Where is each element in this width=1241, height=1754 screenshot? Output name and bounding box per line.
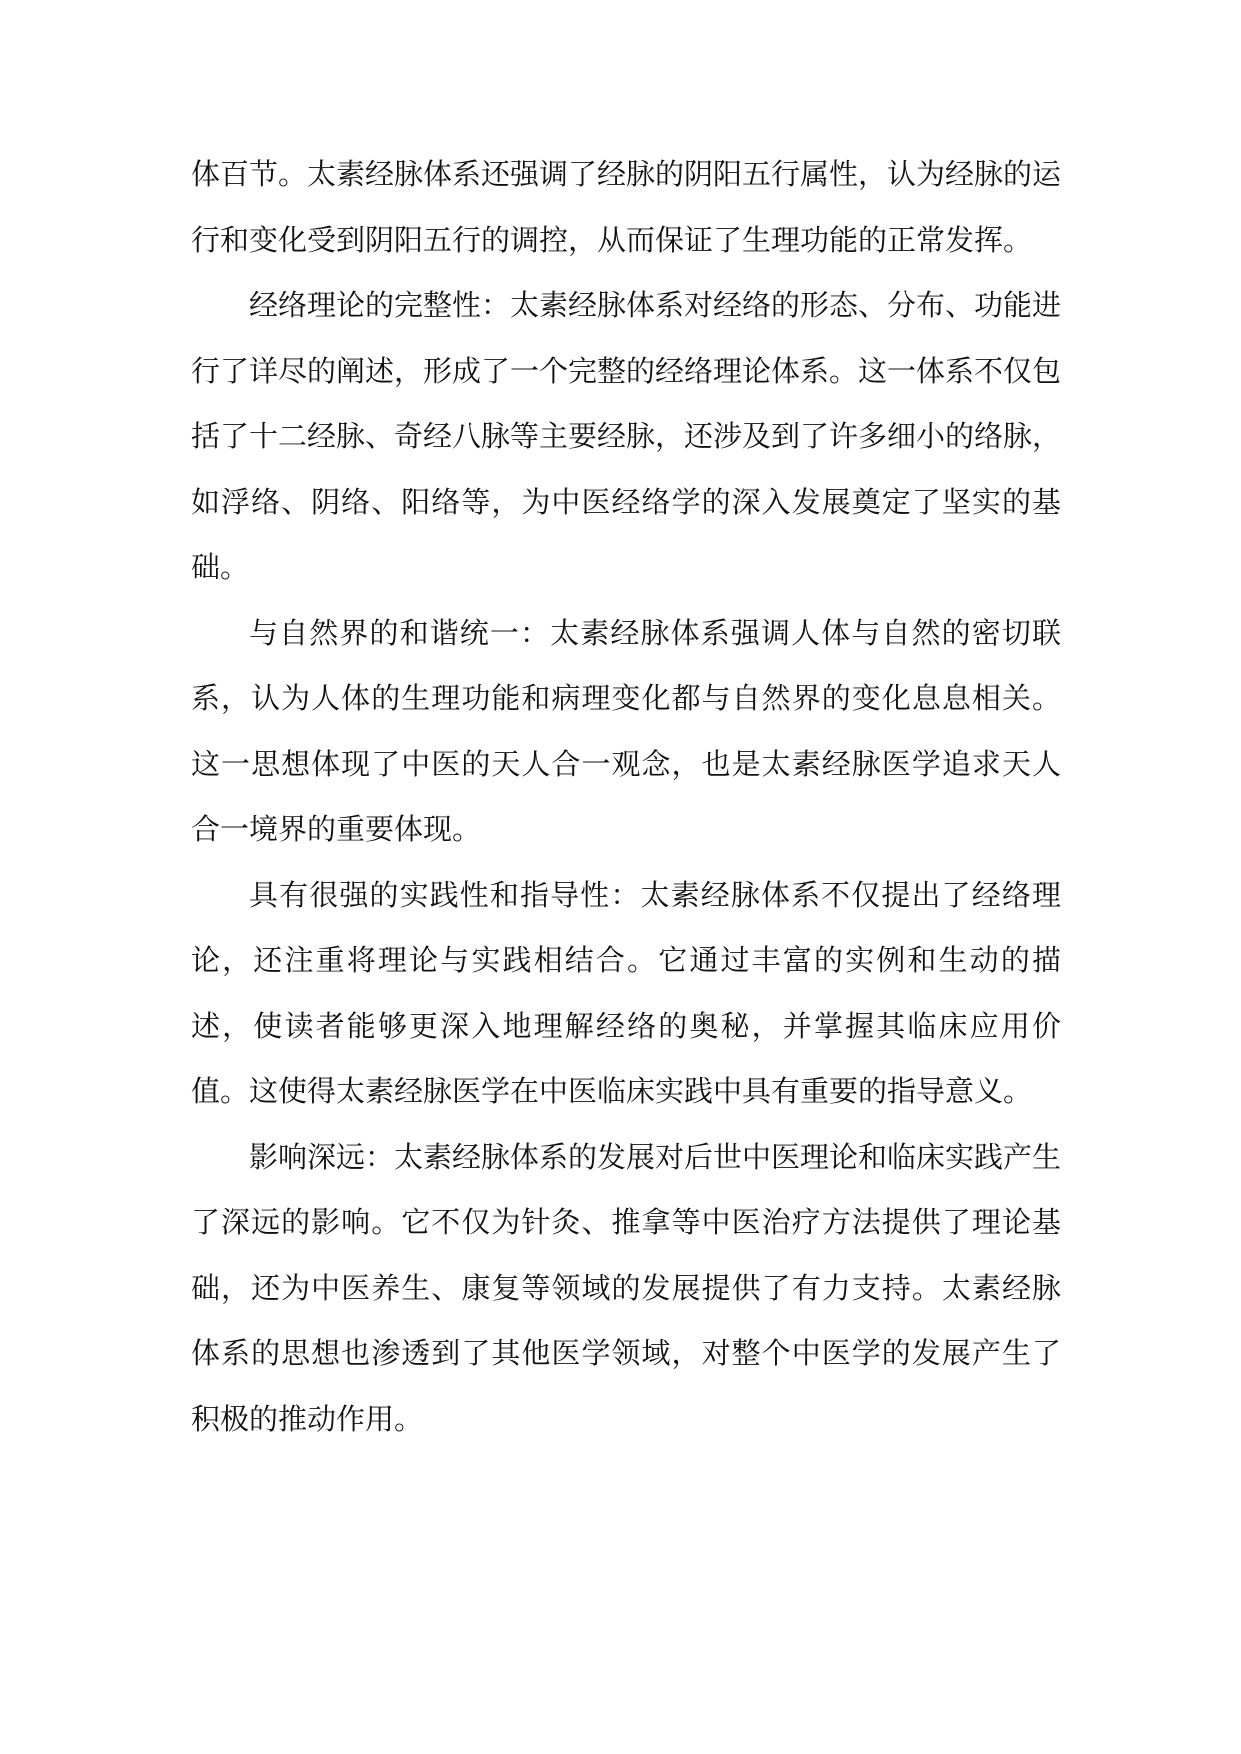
text-line: 括了十二经脉、奇经八脉等主要经脉，还涉及到了许多细小的络脉， (191, 419, 1062, 453)
text-line: 了深远的影响。它不仅为针灸、推拿等中医治疗方法提供了理论基础， (191, 1205, 1061, 1305)
text-line: 体百节。太素经脉体系还强调了经脉的阴阳五行属性，认为经脉的运 (191, 157, 1062, 191)
text-line: 行和变化受到阴阳五行的调控，从而保证了生理功能的正常发挥。 (191, 222, 1033, 257)
text-line: 的重要体现。 (307, 812, 482, 846)
text-line: 想体现了中医的天人合一观念，也是太素经脉医学追求天人合一境界 (191, 746, 1061, 846)
text-line: 经络理论的完整性：太素经脉体系对经络的形态、分布、功能进 (249, 288, 1062, 322)
text-line: 影响深远：太素经脉体系的发展对后世中医理论和临床实践产生 (249, 1139, 1062, 1174)
text-line: 认为人体的生理功能和病理变化都与自然界的变化息息相关。这一思 (191, 681, 1061, 781)
text-line: 还注重将理论与实践相结合。它通过丰富的实例和生动的描述，使读 (191, 943, 1061, 1043)
text-line: 素经脉医学在中医临床实践中具有重要的指导意义。 (365, 1074, 1033, 1108)
document-body (191, 142, 1061, 1452)
text-line: 行了详尽的阐述，形成了一个完整的经络理论体系。这一体系不仅包 (191, 353, 1062, 388)
text-line: 与自然界的和谐统一：太素经脉体系强调人体与自然的密切联系， (191, 615, 1061, 715)
text-line: 还为中医养生、康复等领域的发展提供了有力支持。太素经脉体系的 (191, 1270, 1061, 1370)
text-line: 者能够更深入地理解经络的奥秘，并掌握其临床应用价值。这使得太 (191, 1008, 1061, 1108)
text-line: 思想也渗透到了其他医学领域，对整个中医学的发展产生了积极的推 (191, 1336, 1061, 1436)
paragraph (191, 142, 1061, 273)
paragraph (191, 1125, 1061, 1453)
paragraph (191, 273, 1061, 601)
text-line: 动作用。 (307, 1401, 424, 1436)
text-line: 如浮络、阴络、阳络等，为中医经络学的深入发展奠定了坚实的基础。 (191, 484, 1061, 584)
paragraph (191, 863, 1061, 1125)
text-line: 具有很强的实践性和指导性：太素经脉体系不仅提出了经络理论， (191, 877, 1061, 977)
paragraph (191, 601, 1061, 863)
